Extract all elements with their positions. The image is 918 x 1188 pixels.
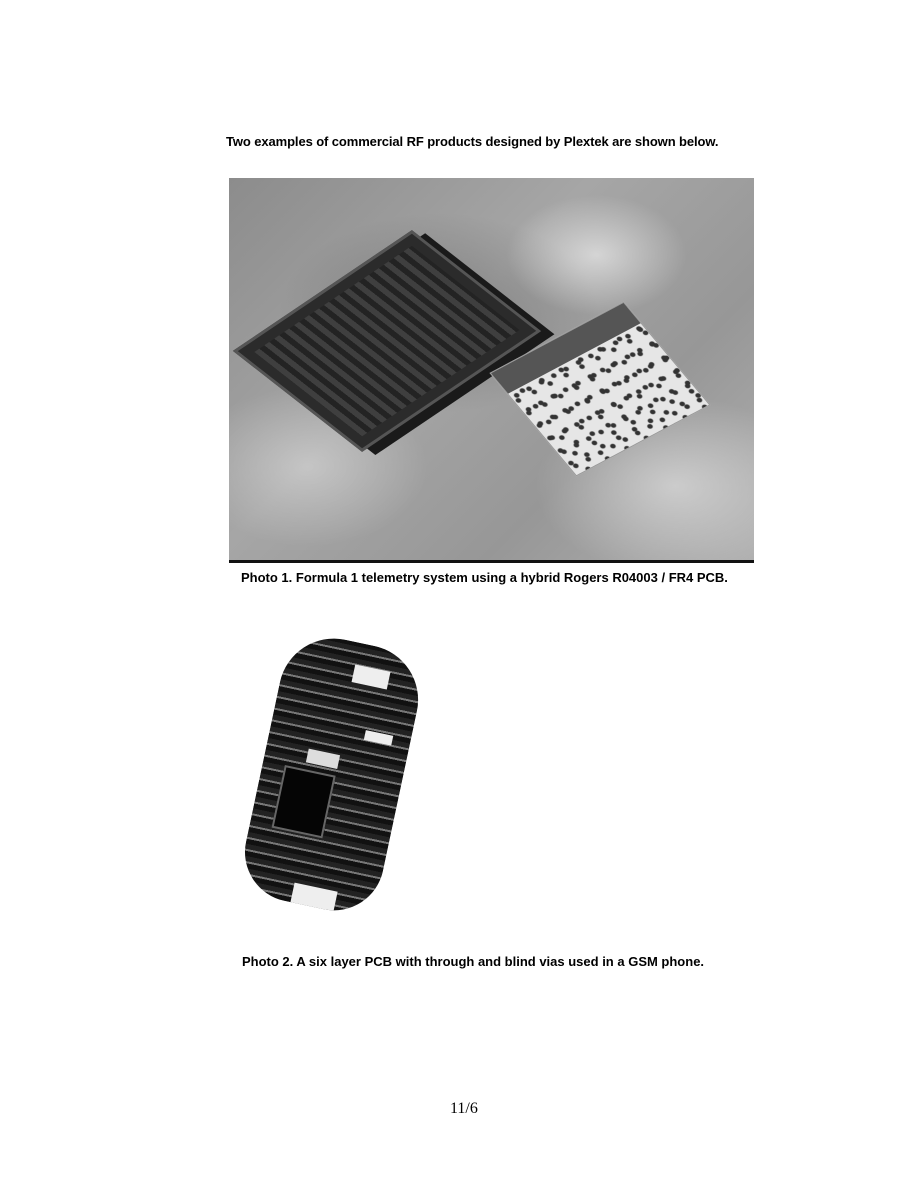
- photo-gsm-pcb: [252, 640, 422, 910]
- photo-2-caption: Photo 2. A six layer PCB with through and blind vias used in a GSM phone.: [242, 954, 705, 969]
- telemetry-enclosure-image: [233, 230, 541, 452]
- photo-telemetry-system: [229, 178, 754, 563]
- gsm-phone-pcb-image: [236, 628, 429, 919]
- page-number: 11/6: [450, 1100, 478, 1117]
- photo-1-caption: Photo 1. Formula 1 telemetry system using a hybrid Rogers R04003 / FR4 PCB.: [241, 570, 728, 585]
- intro-paragraph: Two examples of commercial RF products designed by Plextek are shown below.: [226, 134, 719, 149]
